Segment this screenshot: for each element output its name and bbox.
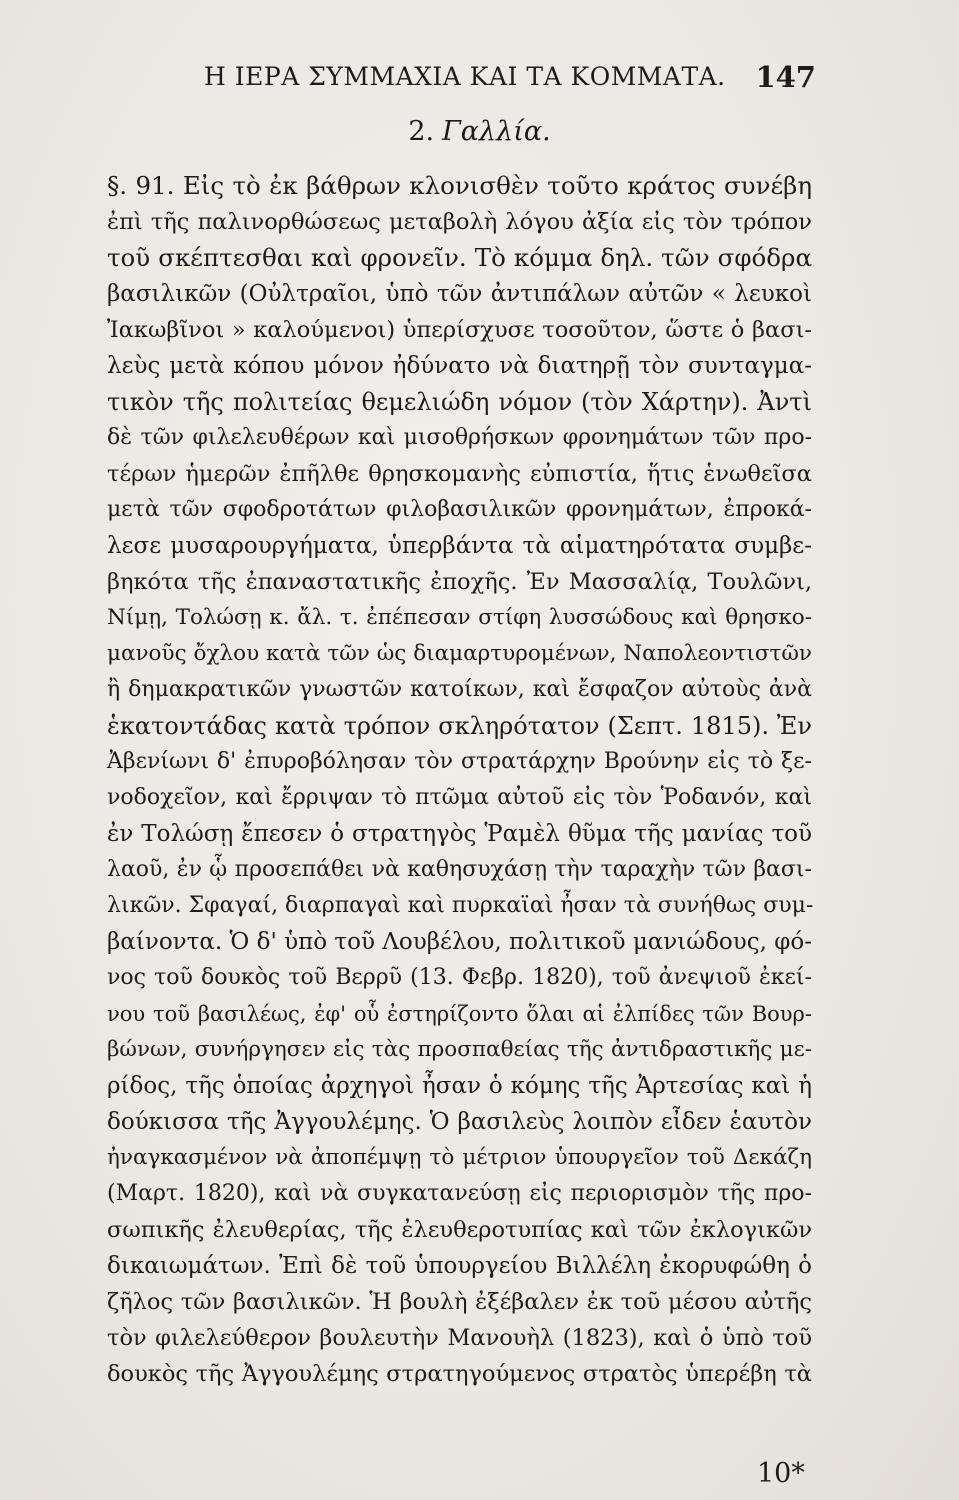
running-title: Η ΙΕΡΑ ΣΥΜΜΑΧΙΑ ΚΑΙ ΤΑ ΚΟΜΜΑΤΑ. xyxy=(204,62,726,91)
text-line: τοῦ σκέπτεσθαι καὶ φρονεῖν. Τὸ κόμμα δηλ. τῶν σφόδρα xyxy=(107,243,812,272)
text-line: δὲ τῶν φιλελευθέρων καὶ μισοθρήσκων φρονημάτων τῶν προ- xyxy=(107,425,812,450)
text-line: ρίδος, τῆς ὁποίας ἀρχηγοὶ ἦσαν ὁ κόμης τῆς Ἀρτεσίας καὶ ἡ xyxy=(107,1073,812,1099)
text-line: Νίμῃ, Τολώσῃ κ. ἄλ. τ. ἐπέπεσαν στίφη λυσσώδους καὶ θρησκο- xyxy=(107,605,812,630)
text-line: μανοῦς ὄχλου κατὰ τῶν ὡς διαμαρτυρομένων, Ναπολεοντιστῶν xyxy=(107,641,812,666)
section-heading xyxy=(0,116,959,147)
text-line: ἠναγκασμένον νὰ ἀποπέμψῃ τὸ μέτριον ὑπουργεῖον τοῦ Δεκάζη xyxy=(107,1145,812,1170)
text-line: νου τοῦ βασιλέως, ἐφ' οὗ ἐστηρίζοντο ὅλαι αἱ ἐλπίδες τῶν Βουρ- xyxy=(107,1002,812,1026)
text-line: Ἀβενίωνι δ' ἐπυροβόλησαν τὸν στρατάρχην Βρούνην εἰς τὸ ξε- xyxy=(107,749,812,774)
text-line: ζῆλος τῶν βασιλικῶν. Ἡ βουλὴ ἐξέβαλεν ἐκ τοῦ μέσου αὐτῆς xyxy=(107,1289,812,1315)
text-line: λεὺς μετὰ κόπου μόνον ἠδύνατο νὰ διατηρῇ τὸν συνταγμα- xyxy=(107,353,812,379)
text-line: βασιλικῶν (Οὐλτραῖοι, ὑπὸ τῶν ἀντιπάλων αὐτῶν « λευκοὶ xyxy=(107,281,812,307)
section-title: Γαλλία. xyxy=(442,116,551,147)
text-line: (Μαρτ. 1820), καὶ νὰ συγκατανεύσῃ εἰς περιορισμὸν τῆς προ- xyxy=(107,1181,812,1206)
text-line: δουκὸς τῆς Ἀγγουλέμης στρατηγούμενος στρατὸς ὑπερέβη τὰ xyxy=(107,1361,812,1387)
text-line: σωπικῆς ἐλευθερίας, τῆς ἐλευθεροτυπίας καὶ τῶν ἐκλογικῶν xyxy=(107,1217,812,1243)
text-line: δικαιωμάτων. Ἐπὶ δὲ τοῦ ὑπουργείου Βιλλέλη ἐκορυφώθη ὁ xyxy=(107,1253,812,1279)
text-line: λεσε μυσαρουργήματα, ὑπερβάντα τὰ αἱματηρότατα συμβε- xyxy=(107,533,812,559)
text-line: λικῶν. Σφαγαί, διαρπαγαὶ καὶ πυρκαϊαὶ ἦσαν τὰ συνήθως συμ- xyxy=(107,893,814,918)
text-line: τικὸν τῆς πολιτείας θεμελιώδη νόμον (τὸν Χάρτην). Ἀντὶ xyxy=(107,388,812,416)
text-line: βαίνοντα. Ὁ δ' ὑπὸ τοῦ Λουβέλου, πολιτικοῦ μανιώδους, φό- xyxy=(107,929,812,955)
signature-mark: 10* xyxy=(757,1458,805,1489)
text-line: βώνων, συνήργησεν εἰς τὰς προσπαθείας τῆς ἀντιδραστικῆς με- xyxy=(107,1037,812,1062)
text-line: δούκισσα τῆς Ἀγγουλέμης. Ὁ βασιλεὺς λοιπὸν εἶδεν ἑαυτὸν xyxy=(107,1109,812,1135)
text-line: βηκότα τῆς ἐπαναστατικῆς ἐποχῆς. Ἐν Μασσαλίᾳ, Τουλῶνι, xyxy=(107,569,812,595)
text-line: ἐν Τολώσῃ ἔπεσεν ὁ στρατηγὸς Ῥαμὲλ θῦμα τῆς μανίας τοῦ xyxy=(107,821,812,847)
text-line: ἐπὶ τῆς παλινορθώσεως μεταβολὴ λόγου ἀξία εἰς τὸν τρόπον xyxy=(107,209,812,235)
text-line: μετὰ τῶν σφοδροτάτων φιλοβασιλικῶν φρονημάτων, ἐπροκά- xyxy=(107,497,812,522)
section-number: 2. xyxy=(408,116,435,147)
text-line: Ἰακωβῖνοι » καλούμενοι) ὑπερίσχυσε τοσοῦτον, ὥστε ὁ βασι- xyxy=(107,317,812,343)
text-line: λαοῦ, ἐν ᾧ προσεπάθει νὰ καθησυχάσῃ τὴν ταραχὴν τῶν βασι- xyxy=(107,857,812,882)
page-header xyxy=(204,62,816,98)
text-line: τέρων ἡμερῶν ἐπῆλθε θρησκομανὴς εὐπιστία, ἥτις ἑνωθεῖσα xyxy=(107,461,812,487)
text-line: τὸν φιλελεύθερον βουλευτὴν Μανουὴλ (1823), καὶ ὁ ὑπὸ τοῦ xyxy=(107,1325,812,1351)
text-line: ἢ δημακρατικῶν γνωστῶν κατοίκων, καὶ ἔσφαζον αὐτοὺς ἀνὰ xyxy=(107,677,812,702)
page-number: 147 xyxy=(755,60,816,94)
text-line: §. 91. Εἰς τὸ ἐκ βάθρων κλονισθὲν τοῦτο κράτος συνέβη xyxy=(107,171,812,200)
text-line: νοδοχεῖον, καὶ ἔρριψαν τὸ πτῶμα αὐτοῦ εἰς τὸν Ῥοδανόν, καὶ xyxy=(107,785,812,810)
text-line: ἑκατοντάδας κατὰ τρόπον σκληρότατον (Σεπτ. 1815). Ἐν xyxy=(107,712,812,740)
text-line: νος τοῦ δουκὸς τοῦ Βερρῦ (13. Φεβρ. 1820), τοῦ ἀνεψιοῦ ἐκεί- xyxy=(107,965,812,990)
